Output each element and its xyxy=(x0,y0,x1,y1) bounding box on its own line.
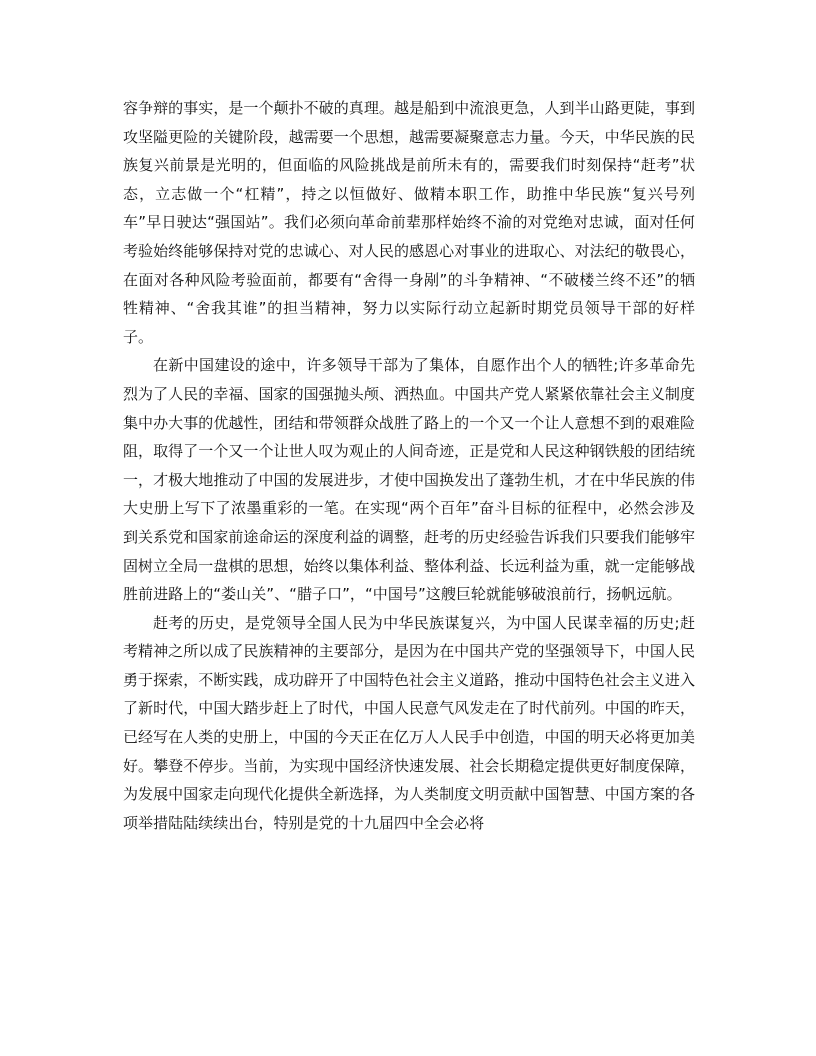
paragraph-2: 在新中国建设的途中，许多领导干部为了集体，自愿作出个人的牺牲;许多革命先烈为了人民的幸福、国家的国强抛头颅、洒热血。中国共产党人紧紧依靠社会主义制度集中办大事的优越性，团结和带领群众战胜了路上的一个又一个让人意想不到的艰难险阻，取得了一个又一个让世人叹为观止的人间奇迹，正是党和人民这种钢铁般的团结统一，才极大地推动了中国的发展进步，才使中国换发出了蓬勃生机，才在中华民族的伟大史册上写下了浓墨重彩的一笔。在实现“两个百年”奋斗目标的征程中，必然会涉及到关系党和国家前途命运的深度利益的调整，赶考的历史经验告诉我们只要我们能够牢固树立全局一盘棋的思想，始终以集体利益、整体利益、长远利益为重，就一定能够战胜前进路上的“娄山关”、“腊子口”，“中国号”这艘巨轮就能够破浪前行，扬帆远航。 xyxy=(123,356,695,604)
paragraph-3: 赶考的历史，是党领导全国人民为中华民族谋复兴，为中国人民谋幸福的历史;赶考精神之所以成了民族精神的主要部分，是因为在中国共产党的坚强领导下，中国人民勇于探索，不断实践，成功辟开了中国特色社会主义道路，推动中国特色社会主义进入了新时代，中国大踏步赶上了时代，中国人民意气风发走在了时代前列。中国的昨天，已经写在人类的史册上，中国的今天正在亿万人人民手中创造，中国的明天必将更加美好。攀登不停步。当前，为实现中国经济快速发展、社会长期稳定提供更好制度保障，为发展中国家走向现代化提供全新选择，为人类制度文明贡献中国智慧、中国方案的各项举措陆陆续续出台，特别是党的十九届四中全会必将 xyxy=(123,613,695,832)
paragraph-1: 容争辩的事实，是一个颠扑不破的真理。越是船到中流浪更急，人到半山路更陡，事到攻坚隘更险的关键阶段，越需要一个思想，越需要凝聚意志力量。今天，中华民族的民族复兴前景是光明的，但面临的风险挑战是前所未有的，需要我们时刻保持“赶考”状态，立志做一个“杠精”，持之以恒做好、做精本职工作，助推中华民族“复兴号列车”早日驶达“强国站”。我们必须向革命前辈那样始终不渝的对党绝对忠诚，面对任何考验始终能够保持对党的忠诚心、对人民的感恩心对事业的进取心、对法纪的敬畏心，在面对各种风险考验面前，都要有“舍得一身剐”的斗争精神、“不破楼兰终不还”的牺牲精神、“舍我其谁”的担当精神，努力以实际行动立起新时期党员领导干部的好样子。 xyxy=(123,99,695,346)
body-text xyxy=(123,94,695,837)
